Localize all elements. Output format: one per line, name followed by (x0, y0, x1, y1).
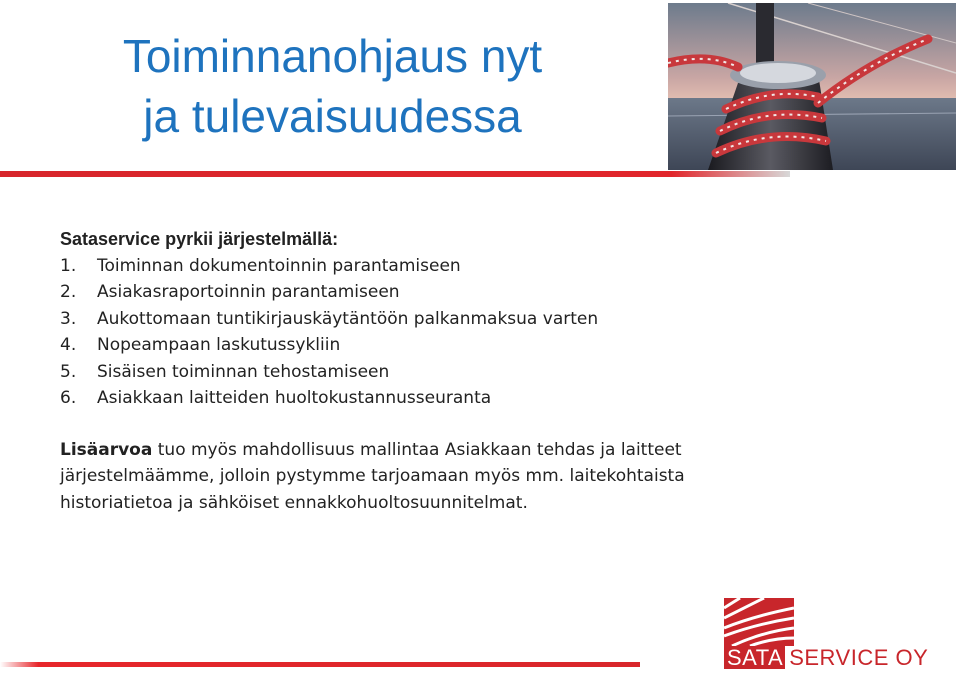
slide-body (60, 226, 940, 516)
sataservice-logo (724, 598, 949, 670)
logo-sata-text: SATA (724, 646, 785, 669)
logo-service-text: SERVICE OY (789, 645, 929, 670)
added-value-lead: Lisäarvoa (60, 439, 153, 460)
list-item: 5. Sisäisen toiminnan tehostamiseen (60, 361, 390, 382)
list-item: 6. Asiakkaan laitteiden huoltokustannusseuranta (60, 388, 492, 408)
header-divider (0, 171, 790, 177)
footer-divider (0, 662, 640, 667)
list-item: 3. Aukottomaan tuntikirjauskäytäntöön palkanmaksua varten (60, 308, 599, 329)
added-value-text: tuo myös mahdollisuus mallintaa Asiakkaan tehdas ja laitteet järjestelmäämme, jolloin pystymme tarjoamaan myös mm. laitekohtaista historiatietoa ja sähköiset ennakkohuoltosuunnitelmat. (60, 439, 685, 513)
list-item: 1. Toiminnan dokumentoinnin parantamiseen (60, 255, 461, 276)
slide-title-line-1: Toiminnanohjaus nyt (122, 30, 543, 82)
logo-mark-icon (724, 598, 794, 646)
added-value-paragraph (60, 437, 740, 517)
slide-title-line-2: ja tulevaisuudessa (143, 90, 522, 142)
goals-list (60, 253, 940, 412)
list-item: 2. Asiakasraportoinnin parantamiseen (60, 282, 400, 302)
slide-title (0, 26, 665, 146)
goals-heading: Sataservice pyrkii järjestelmällä: (60, 229, 339, 249)
list-item: 4. Nopeampaan laskutussykliin (60, 335, 341, 355)
sailboat-winch-photo (668, 3, 956, 170)
